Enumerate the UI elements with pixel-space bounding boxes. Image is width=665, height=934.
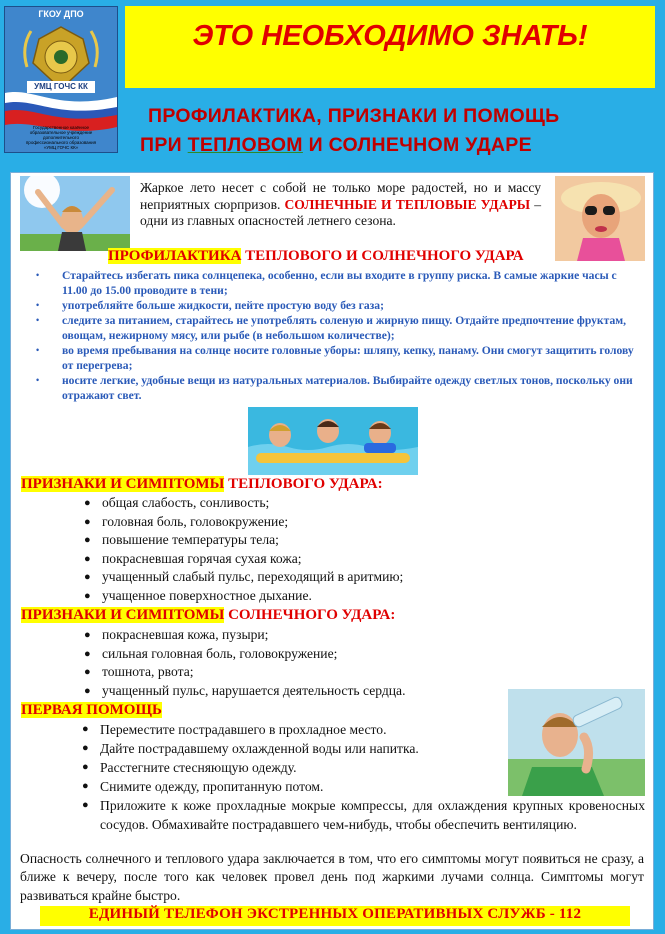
first-aid-list bbox=[82, 720, 645, 834]
list-item: ● сильная головная боль, головокружение; bbox=[84, 645, 338, 661]
list-item: ● учащенное поверхностное дыхание. bbox=[84, 587, 312, 603]
list-item: ● повышение температуры тела; bbox=[84, 532, 279, 548]
children-swimming-photo bbox=[248, 407, 418, 475]
subtitle-line-1: ПРОФИЛАКТИКА, ПРИЗНАКИ И ПОМОЩЬ bbox=[148, 105, 560, 127]
girl-in-hat-photo bbox=[555, 176, 645, 261]
closing-paragraph: Опасность солнечного и теплового удара заключается в том, что его симптомы могут появиться не сразу, а ближе к вечеру, после того как человек провел день под жаркими лучами солнца. Симптомы могут развиваться крайне быстро. bbox=[20, 851, 644, 903]
logo-title: ГКОУ ДПО bbox=[38, 9, 84, 19]
list-item: ● Приложите к коже прохладные мокрые компрессы, для охлаждения крупных кровеносных сосудов. Обмахивайте пострадавшего чем-нибудь, чтобы обеспечить вентиляцию. bbox=[82, 798, 645, 832]
list-item: • во время пребывания на солнце носите головные уборы: шляпу, кепку, панаму. Они смогут защитить голову от перегрева; bbox=[36, 344, 634, 372]
list-item: • следите за питанием, старайтесь не употреблять соленую и жирную пищу. Отдайте предпочтение фруктам, овощам, нежирному мясу, или рыбе (в небольшом количестве); bbox=[36, 314, 627, 342]
heat-stroke-symptoms-list bbox=[84, 494, 522, 606]
list-item: ● тошнота, рвота; bbox=[84, 664, 194, 680]
list-item: ● Снимите одежду, пропитанную потом. bbox=[82, 779, 324, 794]
heat-stroke-heading: ПРИЗНАКИ И СИМПТОМЫ ТЕПЛОВОГО УДАРА: bbox=[21, 476, 383, 492]
list-item: • носите легкие, удобные вещи из натуральных материалов. Выбирайте одежду светлых тонов, поскольку они отражают свет. bbox=[36, 374, 633, 402]
list-item: ● покрасневшая кожа, пузыри; bbox=[84, 627, 269, 642]
organization-logo bbox=[4, 6, 118, 153]
woman-in-sun-photo bbox=[20, 176, 130, 251]
intro-paragraph: Жаркое лето несет с собой не только море радостей, но и массу неприятных сюрпризов. СОЛНЕЧНЫЕ И ТЕПЛОВЫЕ УДАРЫ – одни из главных опасностей летнего сезона. bbox=[140, 180, 541, 228]
subtitle-line-2: ПРИ ТЕПЛОВОМ И СОЛНЕЧНОМ УДАРЕ bbox=[140, 134, 532, 156]
list-item: ● Дайте пострадавшему охлажденной воды или напитка. bbox=[82, 741, 419, 756]
list-item: ● учащенный пульс, нарушается деятельность сердца. bbox=[84, 682, 406, 698]
logo-subtitle: УМЦ ГОЧС КК bbox=[27, 81, 95, 93]
intro-highlight: СОЛНЕЧНЫЕ И ТЕПЛОВЫЕ УДАРЫ bbox=[284, 196, 531, 212]
subtitle-underlined-word: ТЕПЛОВОМ bbox=[187, 134, 303, 156]
list-item: ● головная боль, головокружение; bbox=[84, 513, 289, 529]
prevention-heading: ПРОФИЛАКТИКА ТЕПЛОВОГО И СОЛНЕЧНОГО УДАРА bbox=[108, 248, 524, 264]
list-item: • употребляйте больше жидкости, пейте простую воду без газа; bbox=[36, 299, 384, 312]
list-item: ● покрасневшая горячая сухая кожа; bbox=[84, 550, 302, 566]
logo-caption: Государственное казённое образовательное учреждение дополнительного профессионального образования «УМЦ ГОЧС КК» bbox=[25, 125, 97, 150]
sun-stroke-heading: ПРИЗНАКИ И СИМПТОМЫ СОЛНЕЧНОГО УДАРА: bbox=[21, 607, 396, 623]
list-item: ● общая слабость, сонливость; bbox=[84, 495, 270, 510]
list-item: ● Переместите пострадавшего в прохладное место. bbox=[82, 722, 387, 737]
list-item: ● учащенный слабый пульс, переходящий в аритмию; bbox=[84, 569, 404, 585]
page-title: ЭТО НЕОБХОДИМО ЗНАТЬ! bbox=[192, 20, 588, 52]
prevention-list bbox=[36, 268, 636, 403]
sun-stroke-symptoms-list bbox=[84, 626, 502, 700]
list-item: ● Расстегните стесняющую одежду. bbox=[82, 760, 297, 775]
emergency-phone-banner: ЕДИНЫЙ ТЕЛЕФОН ЭКСТРЕННЫХ ОПЕРАТИВНЫХ СЛУЖБ - 112 bbox=[40, 906, 630, 926]
headline-banner bbox=[125, 6, 655, 88]
first-aid-heading: ПЕРВАЯ ПОМОЩЬ bbox=[21, 702, 162, 718]
list-item: • Старайтесь избегать пика солнцепека, особенно, если вы входите в группу риска. В самые жаркие часы с 11.00 до 15.00 проводите в тени; bbox=[36, 269, 617, 297]
